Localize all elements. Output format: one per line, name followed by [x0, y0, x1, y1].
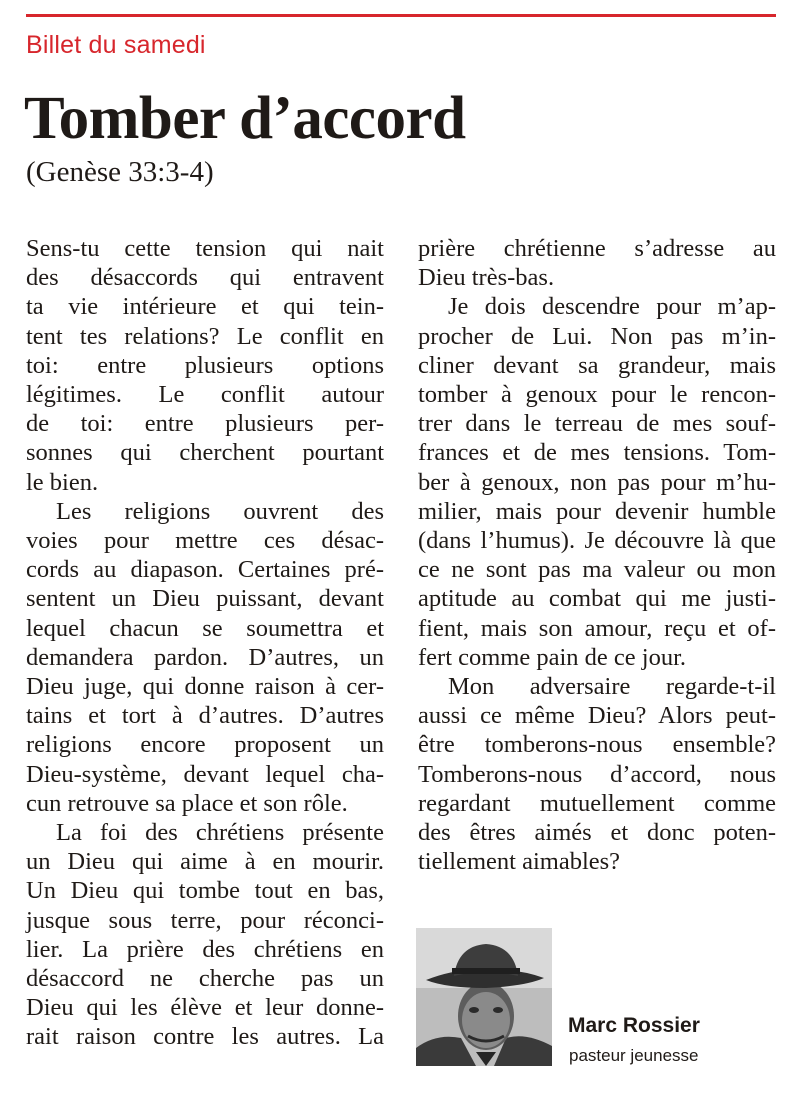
text-line: Mon adversaire regarde-t-il	[448, 673, 776, 701]
text-line: légitimes. Le conflit autour	[26, 381, 384, 409]
text-line: demandera pardon. D’autres, un	[26, 643, 384, 671]
text-line: un Dieu qui aime à en mourir.	[26, 848, 384, 876]
text-line: cliner devant sa grandeur, mais	[418, 351, 776, 379]
text-line: jusque sous terre, pour réconci-	[26, 906, 384, 934]
article-title: Tomber d’accord	[24, 85, 466, 152]
text-line: le bien.	[26, 468, 99, 496]
text-line: Un Dieu qui tombe tout en bas,	[26, 877, 384, 905]
right-column	[418, 234, 776, 876]
left-column	[26, 234, 384, 1052]
text-line: prière chrétienne s’adresse au	[418, 235, 776, 262]
text-line: aussi ce même Dieu? Alors peut-	[418, 702, 776, 730]
text-line: désaccord ne cherche pas un	[26, 965, 384, 993]
text-line: de toi: entre plusieurs per-	[26, 410, 384, 438]
text-line: Je dois descendre pour m’ap-	[448, 293, 776, 321]
text-line: ta vie intérieure et qui tein-	[26, 293, 384, 321]
text-line: toi: entre plusieurs options	[26, 351, 384, 379]
text-line: cun retrouve sa place et son rôle.	[26, 789, 348, 817]
text-line: cords au diapason. Certaines pré-	[26, 556, 384, 584]
text-line: Tomberons-nous d’accord, nous	[418, 760, 776, 788]
text-line: aptitude au combat qui me justi-	[418, 585, 776, 613]
text-line: regardant mutuellement comme	[418, 789, 776, 817]
text-line: sonnes qui cherchent pourtant	[26, 439, 384, 467]
text-line: milier, mais pour devenir humble	[418, 497, 776, 525]
author-name: Marc Rossier	[568, 1014, 700, 1037]
rubric-label: Billet du samedi	[26, 31, 206, 59]
author-photo	[416, 928, 552, 1066]
author-portrait-icon	[416, 928, 552, 1066]
text-line: des êtres aimés et donc poten-	[418, 819, 776, 847]
text-line: La foi des chrétiens présente	[56, 819, 384, 847]
text-line: sentent un Dieu puissant, devant	[26, 585, 384, 613]
text-line: ce ne sont pas ma valeur ou mon	[418, 556, 776, 584]
text-line: tains et tort à d’autres. D’autres	[26, 702, 384, 730]
text-line: lequel chacun se soumettra et	[26, 614, 384, 642]
text-line: religions encore proposent un	[26, 731, 384, 759]
text-line: être tomberons-nous ensemble?	[418, 731, 776, 759]
text-line: ber à genoux, non pas pour m’hu-	[418, 468, 776, 496]
text-line: Sens-tu cette tension qui nait	[26, 235, 384, 262]
text-line: des désaccords qui entravent	[26, 264, 384, 292]
text-line: Les religions ouvrent des	[56, 497, 384, 525]
text-line: fient, mais son amour, reçu et of-	[418, 614, 776, 642]
text-line: Dieu très-bas.	[418, 264, 555, 292]
text-line: fert comme pain de ce jour.	[418, 643, 687, 671]
text-line: Dieu juge, qui donne raison à cer-	[26, 673, 384, 701]
text-line: voies pour mettre ces désac-	[26, 527, 384, 555]
top-rule	[26, 14, 776, 17]
text-line: Dieu qui les élève et leur donne-	[26, 994, 384, 1022]
text-line: lier. La prière des chrétiens en	[26, 935, 384, 963]
text-line: (dans l’humus). Je découvre là que	[418, 527, 776, 555]
scripture-reference: (Genèse 33:3-4)	[26, 156, 214, 188]
text-line: Dieu-système, devant lequel cha-	[26, 760, 384, 788]
text-line: tiellement aimables?	[418, 848, 621, 876]
text-line: tomber à genoux pour le rencon-	[418, 381, 776, 409]
text-line: procher de Lui. Non pas m’in-	[418, 322, 776, 350]
author-role: pasteur jeunesse	[569, 1046, 699, 1065]
text-line: trer dans le terreau de mes souf-	[418, 410, 776, 438]
text-line: frances et de mes tensions. Tom-	[418, 439, 776, 467]
text-line: rait raison contre les autres. La	[26, 1023, 384, 1051]
text-line: tent tes relations? Le conflit en	[26, 322, 384, 350]
